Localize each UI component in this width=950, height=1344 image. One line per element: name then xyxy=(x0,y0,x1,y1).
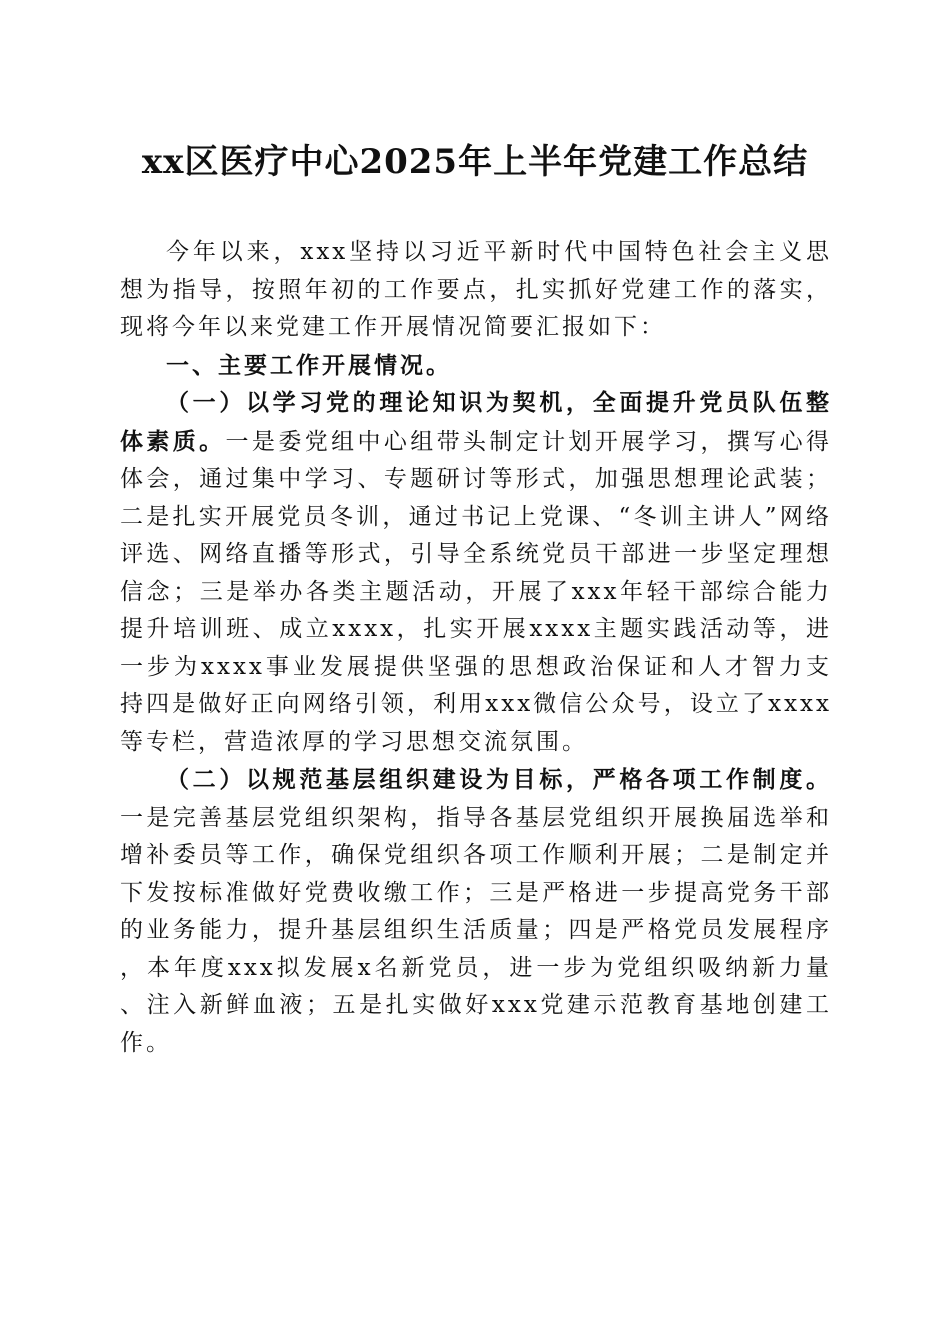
item-1-heading: （一）以学习党的理论知识为契机，全面提升党员队伍整体素质。 xyxy=(120,389,832,455)
item-2-body: 一是完善基层党组织架构，指导各基层党组织开展换届选举和增补委员等工作，确保党组织各项工作顺利开展；二是制定并下发按标准做好党费收缴工作；三是严格进一步提高党务干部的业务能力，提升基层组织生活质量；四是严格党员发展程序，本年度xxx拟发展x名新党员，进一步为党组织吸纳新力量、注入新鲜血液；五是扎实做好xxx党建示范教育基地创建工作。 xyxy=(120,804,832,1056)
intro-paragraph: 今年以来，xxx坚持以习近平新时代中国特色社会主义思想为指导，按照年初的工作要点，扎实抓好党建工作的落实，现将今年以来党建工作开展情况简要汇报如下： xyxy=(120,239,832,340)
document-title: xx区医疗中心2025年上半年党建工作总结 xyxy=(141,142,809,182)
section-heading: 一、主要工作开展情况。 xyxy=(166,351,452,379)
item-2-paragraph xyxy=(120,761,832,1062)
item-1-paragraph xyxy=(120,384,832,761)
item-2-heading: （二）以规范基层组织建设为目标，严格各项工作制度。 xyxy=(166,766,832,793)
document-body xyxy=(120,234,832,1062)
item-1-body: 一是委党组中心组带头制定计划开展学习，撰写心得体会，通过集中学习、专题研讨等形式，加强思想理论武装；二是扎实开展党员冬训，通过书记上党课、“冬训主讲人”网络评选、网络直播等形式，引导全系统党员干部进一步坚定理想信念；三是举办各类主题活动，开展了xxx年轻干部综合能力提升培训班、成立xxxx，扎实开展xxxx主题实践活动等，进一步为xxxx事业发展提供坚强的思想政治保证和人才智力支持四是做好正向网络引领，利用xxx微信公众号，设立了xxxx等专栏，营造浓厚的学习思想交流氛围。 xyxy=(120,428,833,755)
